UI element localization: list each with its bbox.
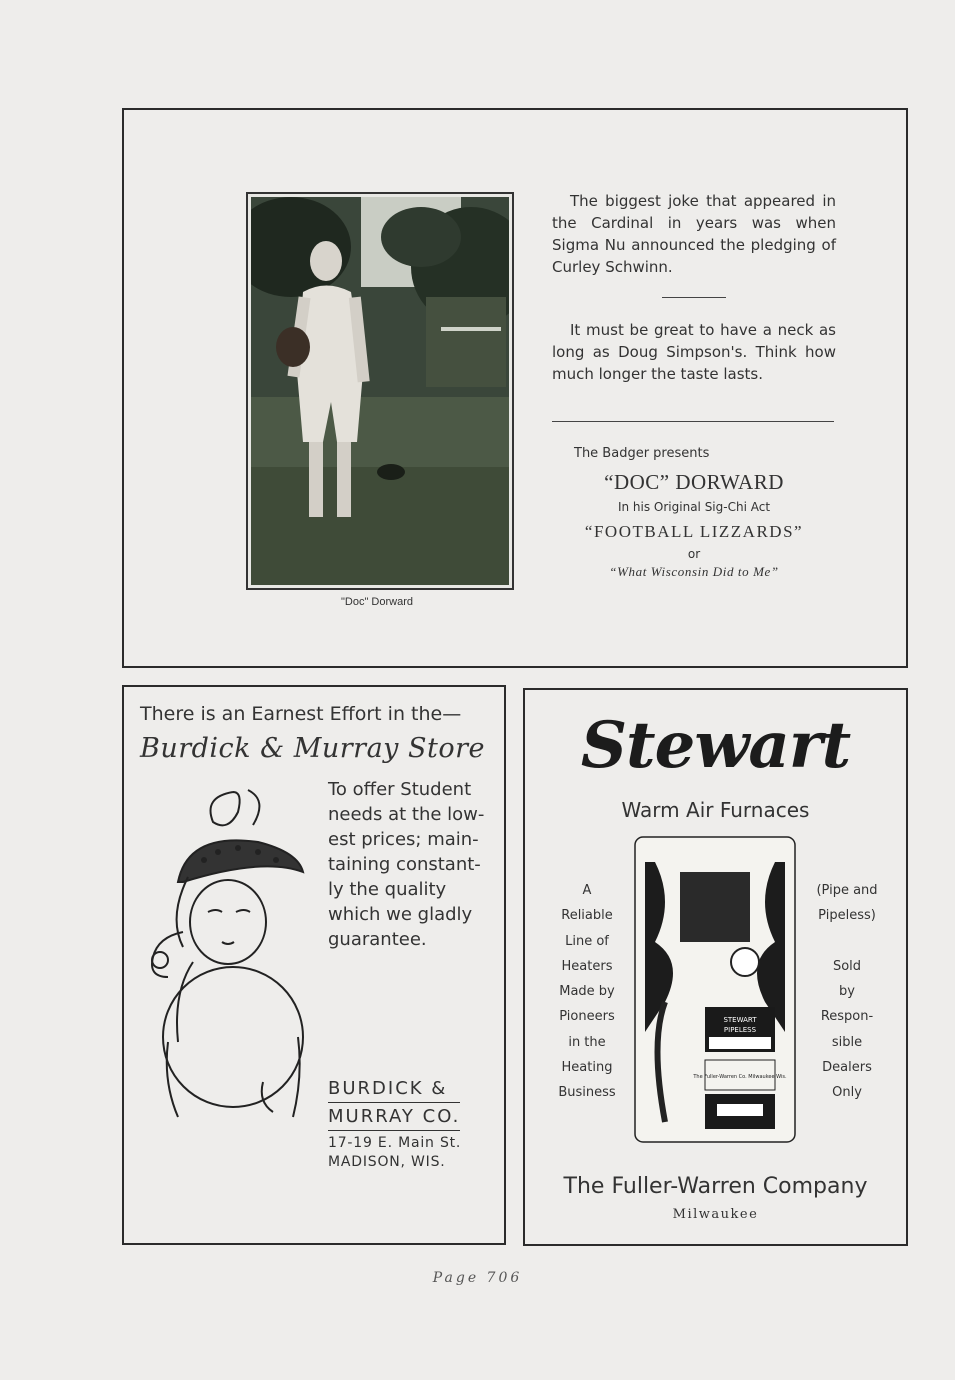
company-name: The Fuller-Warren Company [563, 1174, 868, 1199]
right-line: Dealers [822, 1060, 872, 1076]
furnace-illustration [625, 832, 805, 1152]
right-line: Pipeless) [818, 908, 876, 924]
right-line: sible [831, 1034, 863, 1050]
joke-1-text: The biggest joke that appeared in the Cardinal in years was when Sigma Nu announced the pledging of Curley Schwinn. [552, 192, 836, 276]
right-line: Only [832, 1085, 862, 1101]
ad-copy-line: ly the quality [328, 879, 447, 900]
left-line: Business [558, 1085, 616, 1101]
joke-1 [552, 190, 836, 278]
presents-title: “FOOTBALL LIZZARDS” [584, 522, 804, 541]
firm-address [328, 1134, 461, 1172]
ad-subtitle: Warm Air Furnaces [621, 798, 810, 822]
page-number: Page 706 [432, 1270, 523, 1286]
ad-copy-line: needs at the low- [328, 804, 485, 825]
ad-copy [328, 777, 488, 952]
left-line: Reliable [561, 908, 613, 924]
ad-intro: There is an Earnest Effort in the— [140, 703, 462, 725]
left-line: Line of [565, 933, 609, 949]
right-line: Sold [832, 958, 862, 974]
address-line1: 17-19 E. Main St. [328, 1135, 462, 1151]
left-line: Heating [561, 1060, 613, 1076]
address-line2: MADISON, WIS. [328, 1154, 446, 1170]
presents-or: or [687, 547, 701, 561]
presents-act: In his Original Sig-Chi Act [617, 500, 771, 514]
firm-name-line1: BURDICK & [328, 1075, 460, 1103]
ad-copy-line: To offer Student [328, 779, 472, 800]
left-line: Pioneers [559, 1009, 615, 1025]
right-line [807, 929, 887, 954]
joke-2 [552, 319, 836, 385]
photo-illustration [251, 197, 509, 585]
photo-caption: "Doc" Dorward [341, 596, 413, 608]
firm-name-line2: MURRAY CO. [328, 1103, 460, 1131]
right-line: by [839, 984, 855, 1000]
presents-alt-title: “What Wisconsin Did to Me” [609, 564, 779, 579]
ad-copy-line: which we gladly [328, 904, 473, 925]
company-city: Milwaukee [672, 1207, 759, 1222]
presents-name: “DOC” DORWARD [604, 470, 784, 494]
ad-copy-line: guarantee. [328, 929, 427, 950]
divider-long [552, 421, 834, 422]
presents-intro: The Badger presents [574, 446, 710, 461]
ad-right-text [807, 878, 887, 1106]
top-panel [122, 108, 908, 668]
dorward-photo [248, 194, 512, 588]
stewart-logo: Stewart [580, 708, 851, 783]
right-line: Respon- [820, 1009, 874, 1025]
lady-illustration [138, 782, 323, 1167]
ad-left-text [547, 878, 627, 1106]
left-line: Heaters [561, 958, 613, 974]
store-name: Burdick & Murray Store [140, 733, 486, 764]
furnace-label-2: PIPELESS [723, 1026, 757, 1034]
furnace-label-1: STEWART [723, 1016, 757, 1024]
right-line: (Pipe and [816, 883, 878, 898]
firm-name [328, 1075, 460, 1131]
ad-copy-line: taining constant- [328, 854, 481, 875]
stewart-furnace-ad [523, 688, 908, 1246]
furnace-label-3: The Fuller-Warren Co. Milwaukee Wis. [693, 1074, 787, 1080]
left-line: A [582, 883, 592, 898]
left-line: in the [568, 1034, 606, 1050]
left-line: Made by [559, 984, 615, 1000]
ad-copy-line: est prices; main- [328, 829, 479, 850]
burdick-murray-ad [122, 685, 506, 1245]
divider-short [662, 297, 726, 298]
joke-2-text: It must be great to have a neck as long as Doug Simpson's. Think how much longer the taste lasts. [552, 321, 836, 383]
